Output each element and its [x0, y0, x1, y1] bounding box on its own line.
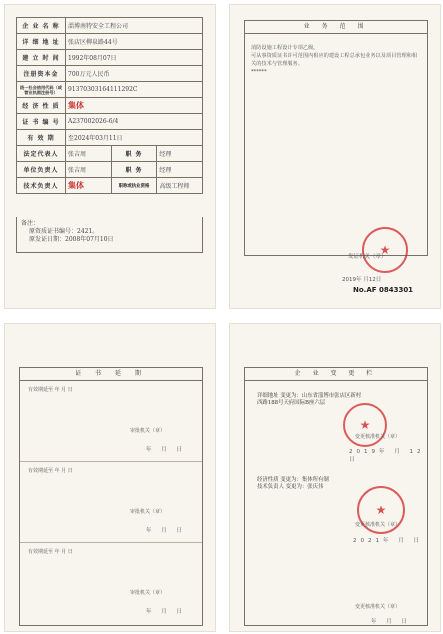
extension-line: 有效期延至 年 月 日 — [28, 468, 73, 474]
change-date-1: 2019年 月 12日 — [349, 449, 425, 463]
label-address: 详 细 地 址 — [17, 34, 66, 50]
extension-date: 年 月 日 — [146, 447, 186, 453]
change-date-2: 2021年 月 日 — [353, 538, 423, 544]
label-unit-head-duty: 职 务 — [111, 162, 157, 178]
change-seal-1-icon: ★ — [343, 403, 387, 447]
change-1-line-2: 西路188号天府国际B座六层 — [257, 400, 326, 406]
value-credit-code: 91370303164111292C — [66, 82, 203, 98]
label-cert-no: 证 书 编 号 — [17, 114, 66, 130]
business-scope-body — [244, 34, 428, 256]
official-seal-icon: ★ — [362, 227, 408, 273]
change-authority-3: 变更核准机关（章） — [355, 604, 401, 610]
value-address: 张店区柳泉路44号 — [66, 34, 203, 50]
economic-nature-stamp: 集体 — [68, 100, 84, 110]
extension-section — [20, 462, 202, 543]
extension-authority: 审批机关（章） — [130, 590, 166, 596]
change-date-3: 年 月 日 — [371, 619, 411, 625]
label-unit-head: 单位负责人 — [17, 162, 66, 178]
label-tech-head: 技术负责人 — [17, 178, 66, 194]
value-cert-no: A237002026-6/4 — [66, 114, 203, 130]
extension-header: 证 书 延 期 — [19, 367, 203, 381]
extension-date: 年 月 日 — [146, 609, 186, 615]
extension-body — [19, 381, 203, 626]
value-validity: 至2024年03月11日 — [66, 130, 203, 146]
extension-authority: 审批机关（章） — [130, 509, 166, 515]
label-company-name: 企 业 名 称 — [17, 18, 66, 34]
change-1-line-1: 详细地址 变更为：山东省淄博市张店区新村 — [257, 393, 362, 399]
change-authority-1: 变更核准机关（章） — [355, 434, 401, 440]
value-capital: 700万元人民币 — [66, 66, 203, 82]
value-tech-head — [66, 178, 112, 194]
issue-date: 2019年 月12日 — [342, 277, 382, 283]
label-legal-rep-duty: 职 务 — [111, 146, 157, 162]
business-scope-header: 业 务 范 围 — [244, 20, 428, 34]
remarks-box — [16, 217, 203, 253]
extension-section — [20, 543, 202, 624]
label-credit-code: 统一社会信用代码（或营业执照注册号） — [17, 82, 66, 98]
change-2-line-1: 经济性质 变更为：集体所有制 — [257, 477, 329, 483]
value-unit-head-duty: 经理 — [157, 162, 203, 178]
change-record-2 — [257, 477, 329, 491]
extension-date: 年 月 日 — [146, 528, 186, 534]
value-legal-rep: 张吉周 — [66, 146, 112, 162]
label-economic-nature: 经 济 性 质 — [17, 98, 66, 114]
extension-authority: 审批机关（章） — [130, 428, 166, 434]
change-authority-2: 变更核准机关（章） — [355, 522, 401, 528]
change-seal-2-icon: ★ — [357, 486, 405, 534]
issuing-authority: 发证机关（章） — [348, 254, 387, 260]
extension-section — [20, 381, 202, 462]
extension-line: 有效期延至 年 月 日 — [28, 387, 73, 393]
value-company-name: 淄博南特安全工程公司 — [66, 18, 203, 34]
business-scope-text: 消防设施工程设计专项乙级。 可从事资质证书许可范围内相应的建设工程总承包业务以及项目管理和相关的技术与管理服务。 ****** — [251, 45, 418, 75]
value-founded: 1992年08月07日 — [66, 50, 203, 66]
label-capital: 注册资本金 — [17, 66, 66, 82]
label-validity: 有 效 期 — [17, 130, 66, 146]
certificate-page-changes — [229, 323, 441, 632]
label-founded: 建 立 时 间 — [17, 50, 66, 66]
changes-header: 企 业 变 更 栏 — [244, 367, 428, 381]
change-2-line-2: 技术负责人 变更为：张庆伟 — [257, 484, 324, 490]
extension-line: 有效期延至 年 月 日 — [28, 549, 73, 555]
value-economic-nature — [66, 98, 203, 114]
basic-info-table — [16, 17, 203, 194]
certificate-page-basic-info — [4, 4, 216, 309]
changes-body — [244, 381, 428, 626]
remarks-label: 备注： — [21, 220, 40, 227]
remarks-line-2: 原发证日期：2008年07月10日 — [29, 236, 114, 243]
label-legal-rep: 法定代表人 — [17, 146, 66, 162]
value-unit-head: 张吉周 — [66, 162, 112, 178]
tech-head-stamp: 集体 — [68, 180, 84, 190]
certificate-page-business-scope — [229, 4, 441, 309]
change-record-1 — [257, 393, 361, 407]
remarks-line-1: 原资质证书编号：2421。 — [29, 228, 99, 235]
value-legal-rep-duty: 经理 — [157, 146, 203, 162]
value-tech-head-duty: 高级工程师 — [157, 178, 203, 194]
document-number: No.AF 0843301 — [353, 286, 414, 294]
certificate-page-extension — [4, 323, 216, 632]
label-tech-head-duty: 职称或执业资格 — [111, 178, 157, 194]
